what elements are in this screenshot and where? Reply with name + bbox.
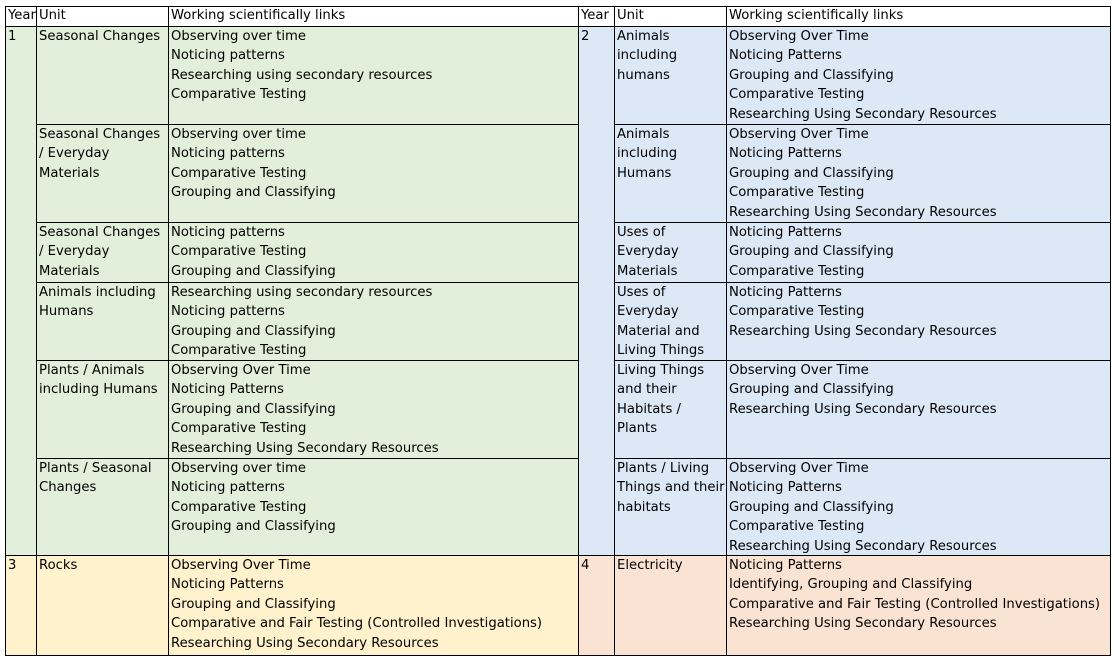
unit-cell: Seasonal Changes: [36, 26, 169, 125]
header-year-left: Year: [5, 6, 37, 27]
unit-cell: Living Things and their Habitats / Plants: [614, 360, 727, 459]
links-cell: Observing over time Noticing patterns Comparative Testing Grouping and Classifying: [168, 458, 579, 556]
unit-cell: Uses of Everyday Materials: [614, 222, 727, 283]
links-cell: Observing Over Time Noticing Patterns Grouping and Classifying Comparative Testing Researching Using Secondary Resources: [726, 124, 1111, 223]
links-cell: Observing over time Noticing patterns Researching using secondary resources Comparative Testing: [168, 26, 579, 125]
header-links-right: Working scientifically links: [726, 6, 1111, 27]
year-2-cell: 2: [578, 26, 615, 556]
unit-cell: Animals including humans: [614, 26, 727, 125]
unit-cell: Rocks: [36, 555, 169, 656]
science-curriculum-table: [5, 6, 1111, 656]
header-links-left: Working scientifically links: [168, 6, 579, 27]
links-cell: Observing Over Time Noticing Patterns Grouping and Classifying Comparative Testing Researching Using Secondary Resources: [726, 458, 1111, 556]
year-4-cell: 4: [578, 555, 615, 656]
unit-cell: Seasonal Changes / Everyday Materials: [36, 222, 169, 283]
unit-cell: Animals including Humans: [614, 124, 727, 223]
links-cell: Researching using secondary resources Noticing patterns Grouping and Classifying Comparative Testing: [168, 282, 579, 361]
unit-cell: Plants / Animals including Humans: [36, 360, 169, 459]
links-cell: Observing Over Time Noticing Patterns Grouping and Classifying Comparative Testing Researching Using Secondary Resources: [168, 360, 579, 459]
unit-cell: Electricity: [614, 555, 727, 656]
unit-cell: Seasonal Changes / Everyday Materials: [36, 124, 169, 223]
unit-cell: Plants / Seasonal Changes: [36, 458, 169, 556]
year-1-cell: 1: [5, 26, 37, 556]
links-cell: Observing over time Noticing patterns Comparative Testing Grouping and Classifying: [168, 124, 579, 223]
header-year-right: Year: [578, 6, 615, 27]
year-3-cell: 3: [5, 555, 37, 656]
header-unit-right: Unit: [614, 6, 727, 27]
header-unit-left: Unit: [36, 6, 169, 27]
unit-cell: Uses of Everyday Material and Living Things: [614, 282, 727, 361]
links-cell: Noticing Patterns Identifying, Grouping and Classifying Comparative and Fair Testing (Controlled Investigations) Researching Using Secondary Resources: [726, 555, 1111, 656]
links-cell: Noticing Patterns Grouping and Classifying Comparative Testing: [726, 222, 1111, 283]
links-cell: Observing Over Time Grouping and Classifying Researching Using Secondary Resources: [726, 360, 1111, 459]
links-cell: Observing Over Time Noticing Patterns Grouping and Classifying Comparative and Fair Testing (Controlled Investigations) Researching Using Secondary Resources: [168, 555, 579, 656]
links-cell: Noticing Patterns Comparative Testing Researching Using Secondary Resources: [726, 282, 1111, 361]
unit-cell: Plants / Living Things and their habitats: [614, 458, 727, 556]
links-cell: Observing Over Time Noticing Patterns Grouping and Classifying Comparative Testing Researching Using Secondary Resources: [726, 26, 1111, 125]
unit-cell: Animals including Humans: [36, 282, 169, 361]
links-cell: Noticing patterns Comparative Testing Grouping and Classifying: [168, 222, 579, 283]
